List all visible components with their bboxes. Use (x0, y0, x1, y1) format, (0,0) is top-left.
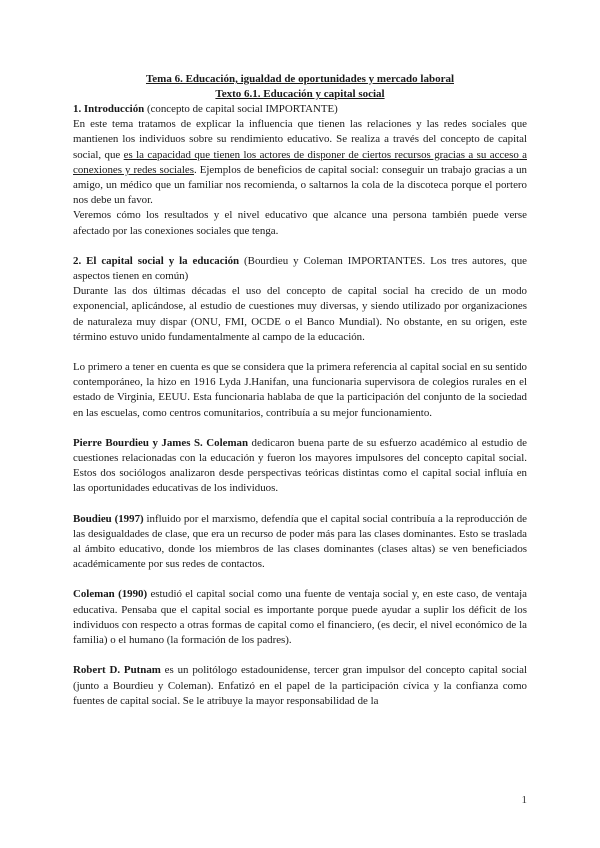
spacer (73, 345, 527, 360)
author-boudieu: Boudieu (1997) (73, 512, 144, 525)
section2-paragraph-6 (73, 663, 527, 709)
spacer (73, 497, 527, 512)
author-putnam: Robert D. Putnam (73, 664, 161, 677)
section2-paragraph-4 (73, 512, 527, 573)
spacer (73, 648, 527, 663)
spacer (73, 421, 527, 436)
section1-heading-label: 1. Introducción (73, 103, 145, 115)
spacer (73, 239, 527, 254)
page-number: 1 (521, 794, 527, 806)
section1-p1-text-a: En este tema tratamos de explicar la influencia que tienen las relaciones y las redes sociales que mantienen los individuos sobre su rendimiento educativo. Se realiza a través del concepto de capital social, que (73, 118, 527, 161)
document-subtitle: Texto 6.1. Educación y capital social (215, 88, 385, 100)
section2-heading (73, 254, 527, 284)
section2-p6-text: es un politólogo estadounidense, tercer gran impulsor del concepto capital social (junto a Bourdieu y Coleman). Enfatizó en el papel de la participación cívica y la confianza como fuentes de capital social. Se le atribuye la mayor responsabilidad de la (73, 664, 527, 707)
section2-p4-text: influido por el marxismo, defendía que el capital social contribuía a la reproducción de las desigualdades de clase, que era un recurso de poder más para las clases dominantes. Esto se traslada al ámbito educativo, donde los miembros de las clases dominantes (clases altas) se ven beneficiados académicamente por sus redes de contactos. (73, 512, 527, 571)
section2-paragraph-3 (73, 436, 527, 497)
section1-heading (73, 102, 527, 117)
section2-paragraph-1: Durante las dos últimas décadas el uso del concepto de capital social ha crecido de un modo exponencial, aplicándose, al estudio de cuestiones muy diversas, y siendo utilizado por organizaciones de naturaleza muy dispar (ONU, FMI, OCDE o el Banco Mundial). No obstante, en su origen, este término estuvo unido fundamentalmente al campo de la educación. (73, 285, 527, 343)
section2-p5-text: estudió el capital social como una fuente de ventaja social y, en este caso, de ventaja educativa. Pensaba que el capital social es importante porque puede ayudar a suplir los déficit de los individuos con respecto a otras formas de capital como el financiero, (es decir, el nivel económico de la familia) o el humano (la formación de los padres). (73, 588, 527, 647)
document-title: Tema 6. Educación, igualdad de oportunidades y mercado laboral (145, 73, 455, 85)
authors-bourdieu-coleman: Pierre Bourdieu y James S. Coleman (73, 436, 249, 449)
document-body (73, 72, 527, 709)
section2-p3-text: dedicaron buena parte de su esfuerzo académico al estudio de cuestiones relacionadas con la educación y fueron los mayores impulsores del concepto capital social. Estos dos sociólogos analizaron desde perspectivas teóricas distintas como el capital social influía en las oportunidades educativas de los individuos. (73, 436, 527, 495)
section1-heading-note: (concepto de capital social IMPORTANTE) (144, 103, 338, 115)
spacer (73, 572, 527, 587)
section2-heading-label: 2. El capital social y la educación (73, 254, 240, 267)
author-coleman: Coleman (1990) (73, 588, 148, 601)
section1-paragraph-2: Veremos cómo los resultados y el nivel educativo que alcance una persona también puede verse afectado por las conexiones sociales que tenga. (73, 209, 527, 237)
section2-heading-note: (Bourdieu y Coleman IMPORTANTES. Los tres autores, que aspectos tienen en común) (73, 254, 527, 283)
section2-paragraph-5 (73, 587, 527, 648)
section1-p1-text-b: . Ejemplos de beneficios de capital social: conseguir un trabajo gracias a un amigo, un médico que un familiar nos recomienda, o saltarnos la cola de la discoteca porque el portero nos debe un favor. (73, 163, 527, 207)
section1-paragraph-1 (73, 117, 527, 208)
section2-paragraph-2: Lo primero a tener en cuenta es que se considera que la primera referencia al capital social en su sentido contemporáneo, la hizo en 1916 Lyda J.Hanifan, una funcionaria supervisora de colegios rurales en el estado de Virginia, EEUU. Esta funcionaria hablaba de que la participación del conjunto de la sociedad en las escuelas, como centros comunitarios, contribuía a su mejor funcionamiento. (73, 361, 527, 419)
capital-social-definition: es la capacidad que tienen los actores de disponer de ciertos recursos gracias a su acceso a conexiones y redes sociales (73, 148, 527, 176)
